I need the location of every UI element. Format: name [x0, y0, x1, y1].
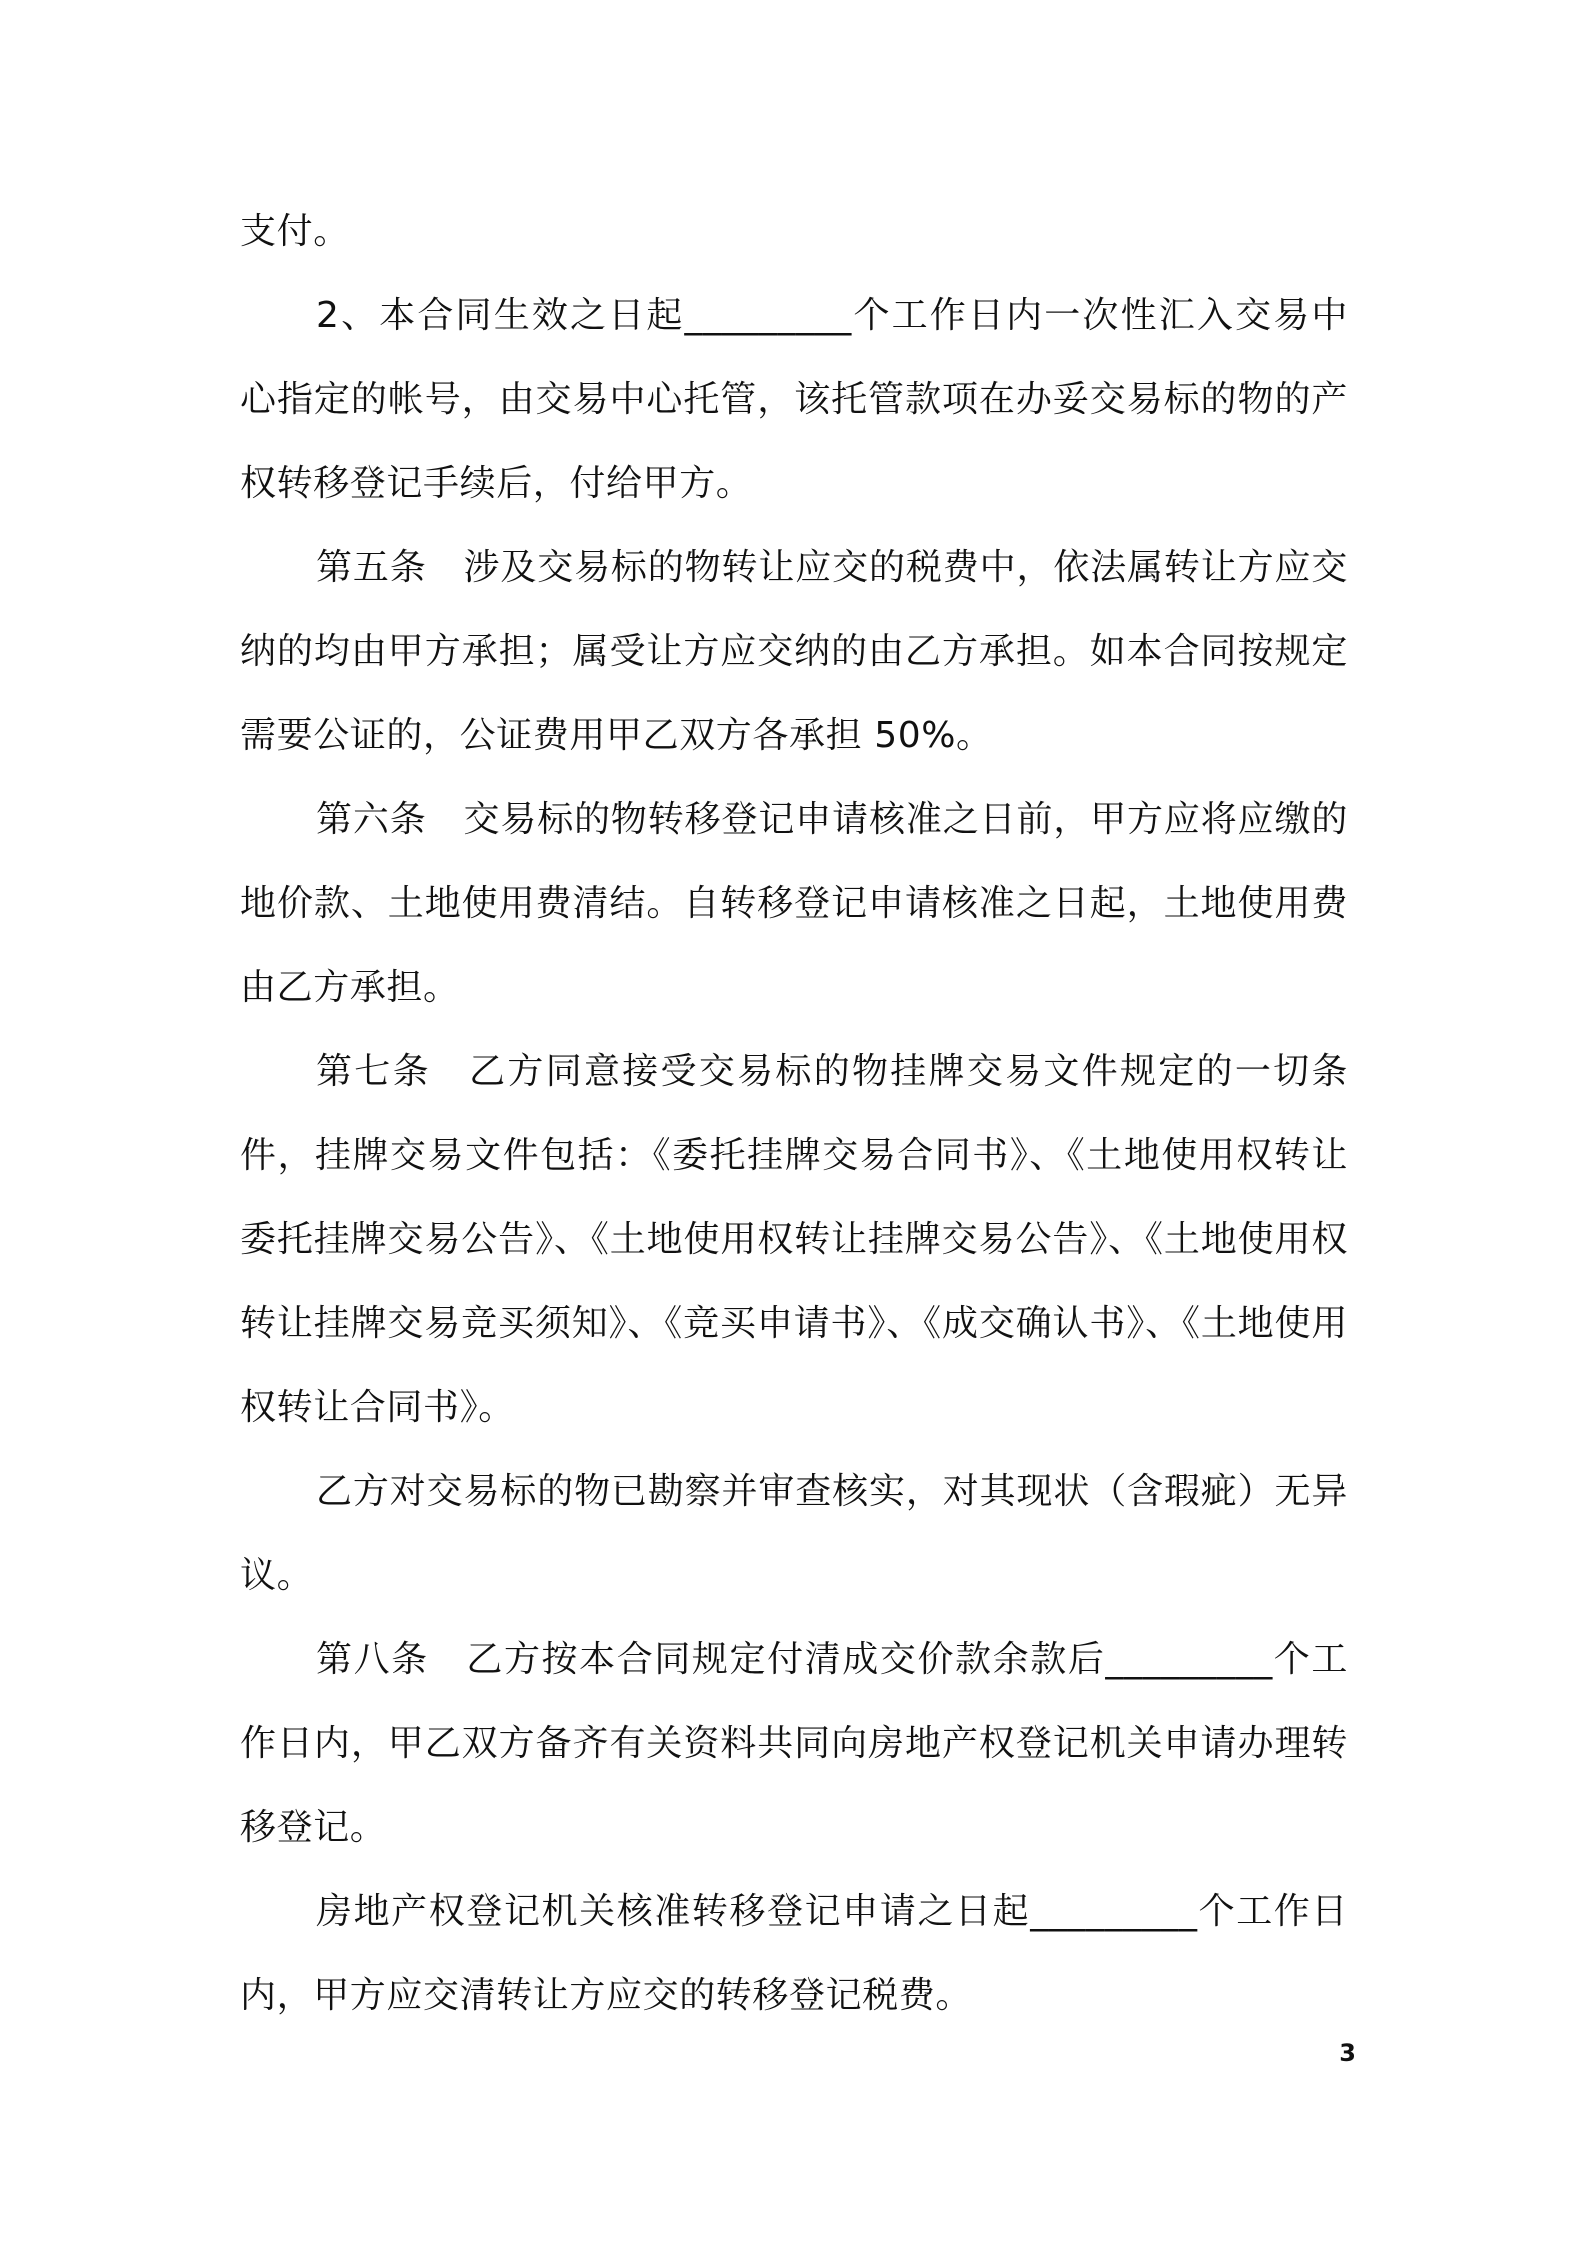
- paragraph-article-8: 第八条 乙方按本合同规定付清成交价款余款后_________个工作日内，甲乙双方备齐有关资料共同向房地产权登记机关申请办理转移登记。: [240, 1639, 1348, 1848]
- document-body: [240, 190, 1348, 2038]
- paragraph-article-5: 第五条 涉及交易标的物转让应交的税费中，依法属转让方应交纳的均由甲方承担；属受让方应交纳的由乙方承担。如本合同按规定需要公证的，公证费用甲乙双方各承担 50%。: [240, 547, 1348, 756]
- paragraph-clause-2-payment: 2、本合同生效之日起_________个工作日内一次性汇入交易中心指定的帐号，由交易中心托管，该托管款项在办妥交易标的物的产权转移登记手续后，付给甲方。: [240, 295, 1348, 504]
- paragraph-article-6: 第六条 交易标的物转移登记申请核准之日前，甲方应将应缴的地价款、土地使用费清结。自转移登记申请核准之日起，土地使用费由乙方承担。: [240, 799, 1348, 1008]
- paragraph-payment-end: 支付。: [240, 211, 350, 252]
- paragraph-article-7-inspection: 乙方对交易标的物已勘察并审查核实，对其现状（含瑕疵）无异议。: [240, 1471, 1348, 1596]
- paragraph-article-8-tax: 房地产权登记机关核准转移登记申请之日起_________个工作日内，甲方应交清转让方应交的转移登记税费。: [240, 1891, 1348, 2016]
- page-number: 3: [1339, 2039, 1356, 2067]
- paragraph-article-7: 第七条 乙方同意接受交易标的物挂牌交易文件规定的一切条件，挂牌交易文件包括：《委托挂牌交易合同书》、《土地使用权转让委托挂牌交易公告》、《土地使用权转让挂牌交易公告》、《土地使用权转让挂牌交易竞买须知》、《竞买申请书》、《成交确认书》、《土地使用权转让合同书》。: [240, 1051, 1348, 1428]
